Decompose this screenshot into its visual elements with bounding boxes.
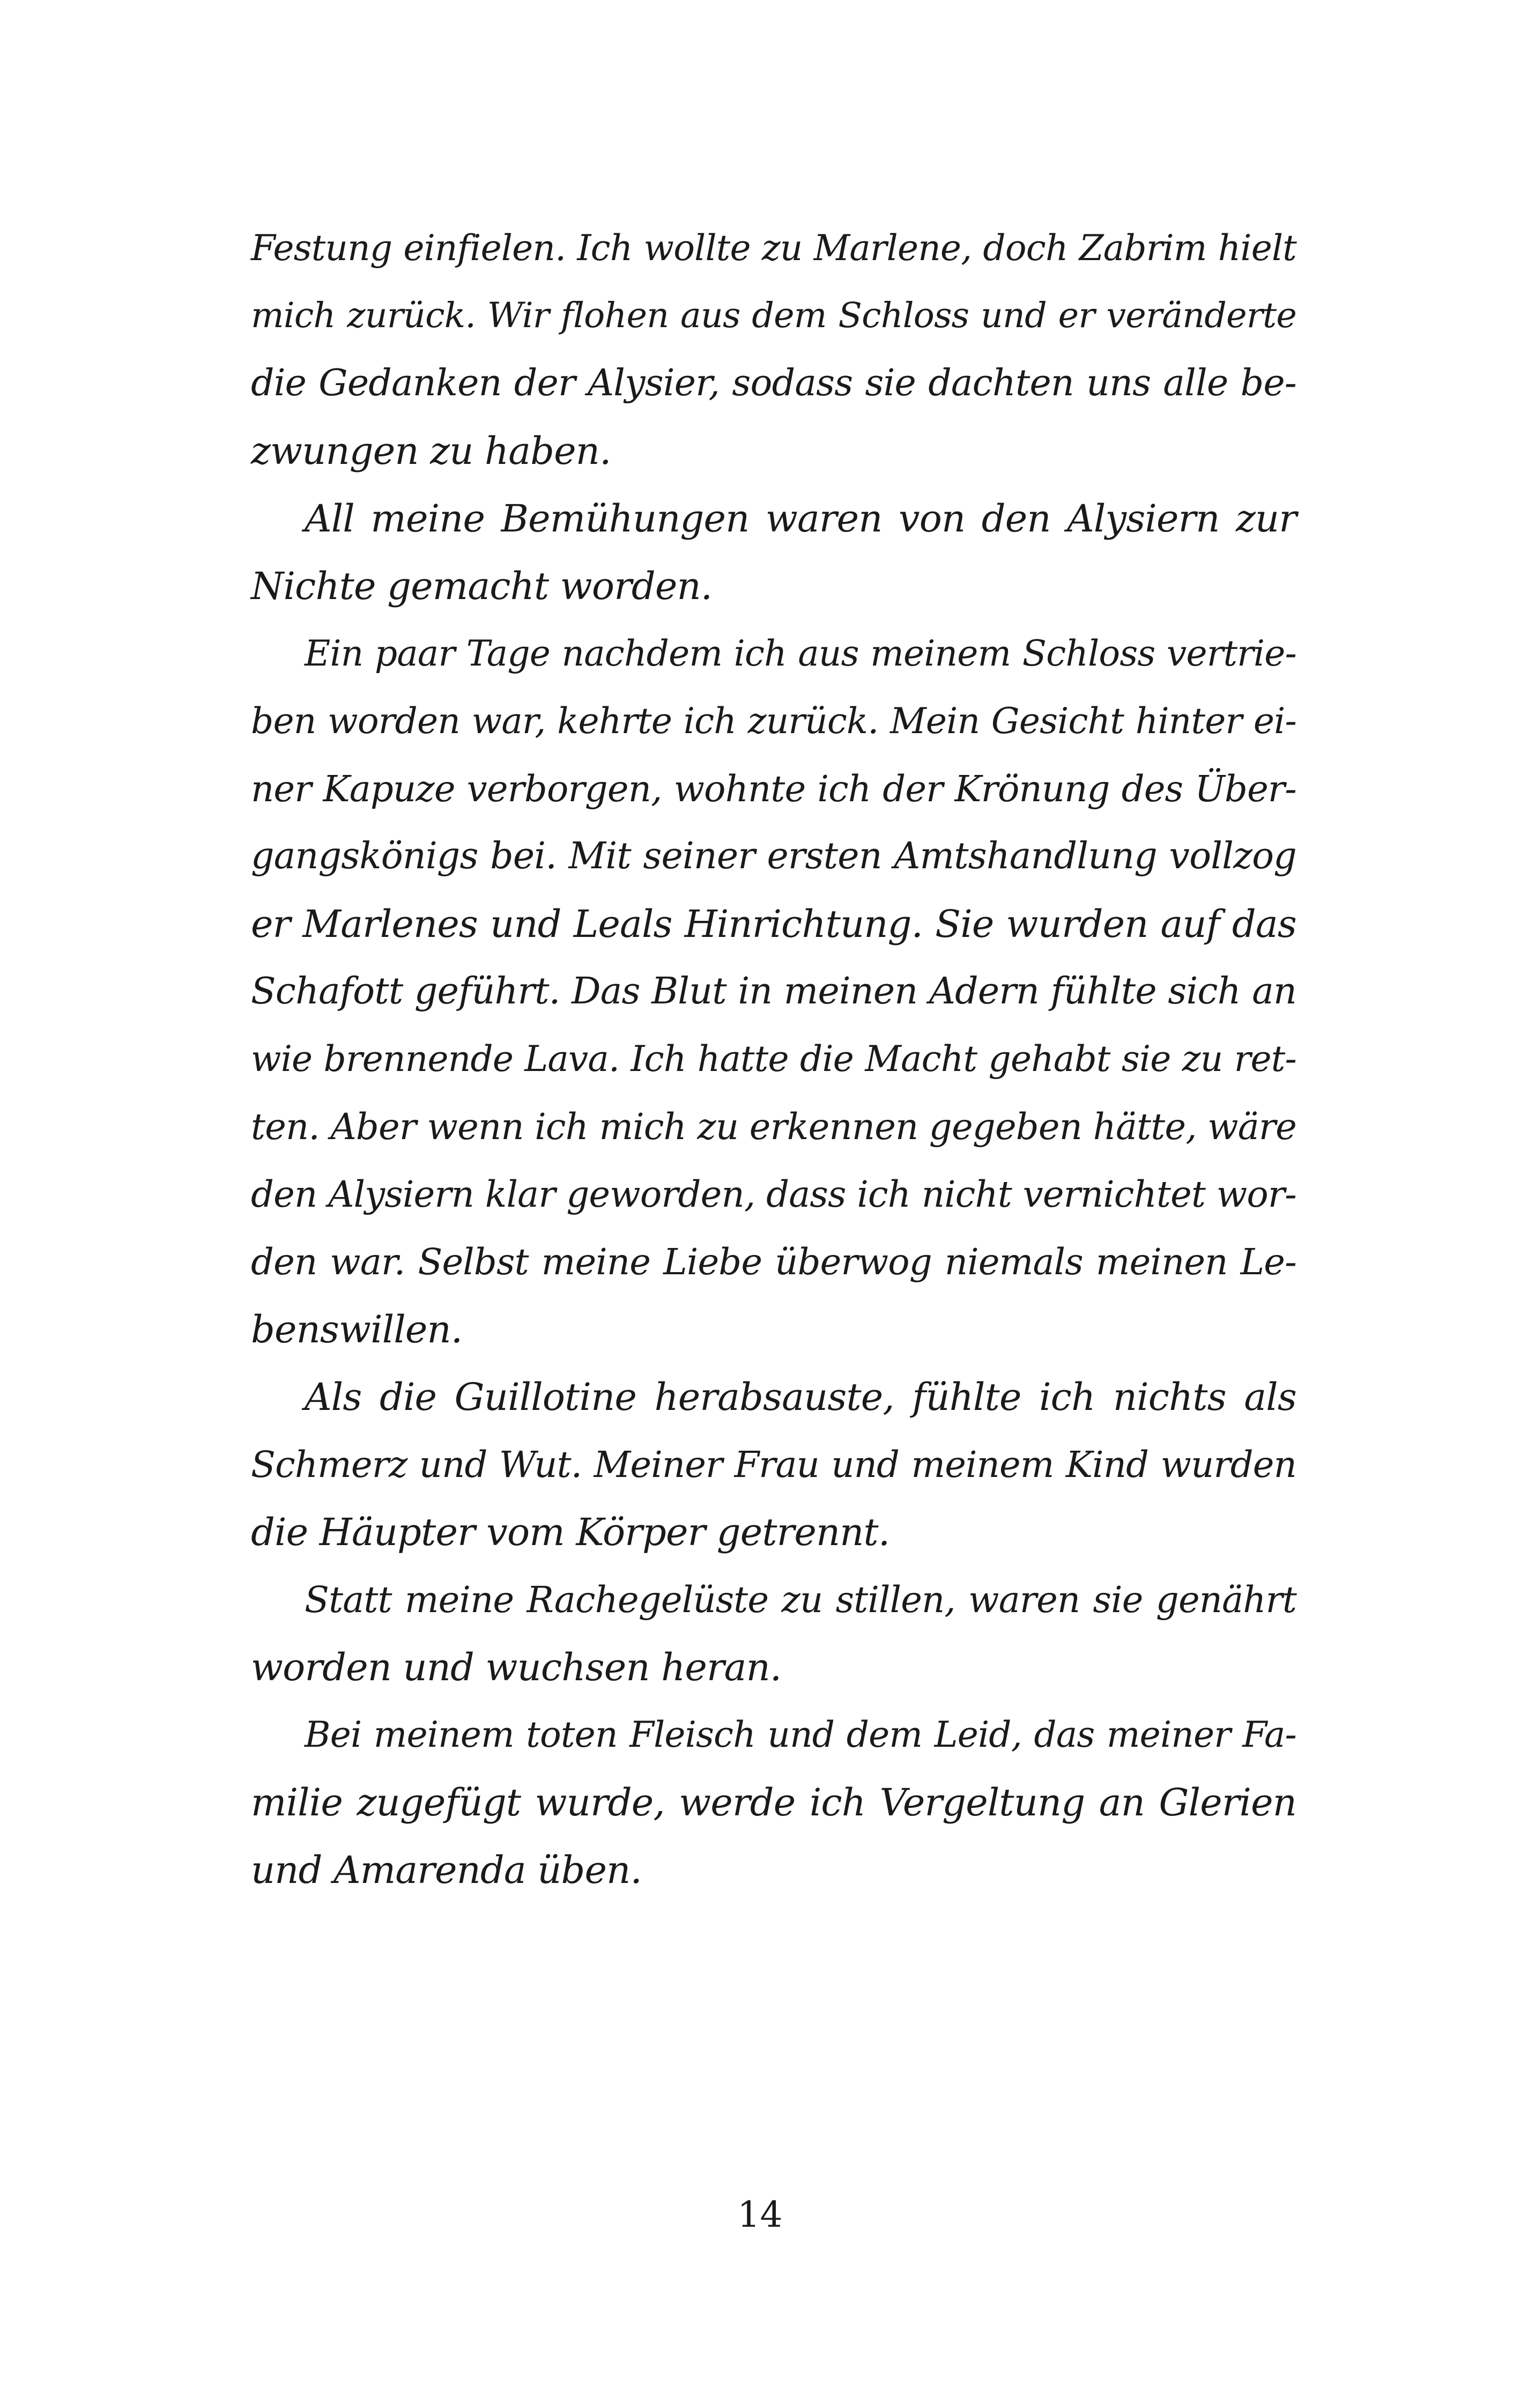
- text-line: mich zurück. Wir flohen aus dem Schloss und er veränderte: [251, 296, 1296, 336]
- text-line: All meine Bemühungen waren von den Alysiern zur: [305, 497, 1296, 541]
- text-line: wie brennende Lava. Ich hatte die Macht gehabt sie zu ret-: [251, 1038, 1296, 1080]
- text-line: benswillen.: [251, 1308, 463, 1351]
- text-line: zwungen zu haben.: [251, 429, 611, 473]
- text-line: die Häupter vom Körper getrennt.: [251, 1510, 890, 1554]
- text-line: gangskönigs bei. Mit seiner ersten Amtshandlung vollzog: [251, 835, 1296, 877]
- text-line: Als die Guillotine herabsauste, fühlte ich nichts als: [305, 1375, 1296, 1419]
- text-line: er Marlenes und Leals Hinrichtung. Sie wurden auf das: [251, 902, 1296, 946]
- text-line: Ein paar Tage nachdem ich aus meinem Schloss vertrie-: [305, 633, 1296, 674]
- text-line: worden und wuchsen heran.: [251, 1645, 782, 1689]
- text-line: ner Kapuze verborgen, wohnte ich der Krönung des Über-: [251, 768, 1296, 810]
- text-line: Nichte gemacht worden.: [251, 564, 713, 608]
- page-number: 14: [737, 2194, 783, 2235]
- text-line: Festung einfielen. Ich wollte zu Marlene, doch Zabrim hielt: [251, 227, 1296, 269]
- text-line: ben worden war, kehrte ich zurück. Mein Gesicht hinter ei-: [251, 700, 1296, 742]
- text-line: Bei meinem toten Fleisch und dem Leid, das meiner Fa-: [305, 1714, 1296, 1755]
- text-line: ten. Aber wenn ich mich zu erkennen gegeben hätte, wäre: [251, 1106, 1296, 1148]
- text-line: milie zugefügt wurde, werde ich Vergeltung an Glerien: [251, 1781, 1296, 1825]
- text-line: Statt meine Rachegelüste zu stillen, waren sie genährt: [305, 1579, 1296, 1621]
- text-line: Schafott geführt. Das Blut in meinen Adern fühlte sich an: [251, 970, 1296, 1013]
- text-line: und Amarenda üben.: [251, 1848, 642, 1892]
- text-line: Schmerz und Wut. Meiner Frau und meinem Kind wurden: [251, 1444, 1296, 1486]
- text-line: die Gedanken der Alysier, sodass sie dachten uns alle be-: [251, 362, 1296, 404]
- text-line: den war. Selbst meine Liebe überwog niemals meinen Le-: [251, 1241, 1296, 1283]
- body-text: [251, 215, 1296, 1904]
- text-line: den Alysiern klar geworden, dass ich nicht vernichtet wor-: [251, 1173, 1296, 1215]
